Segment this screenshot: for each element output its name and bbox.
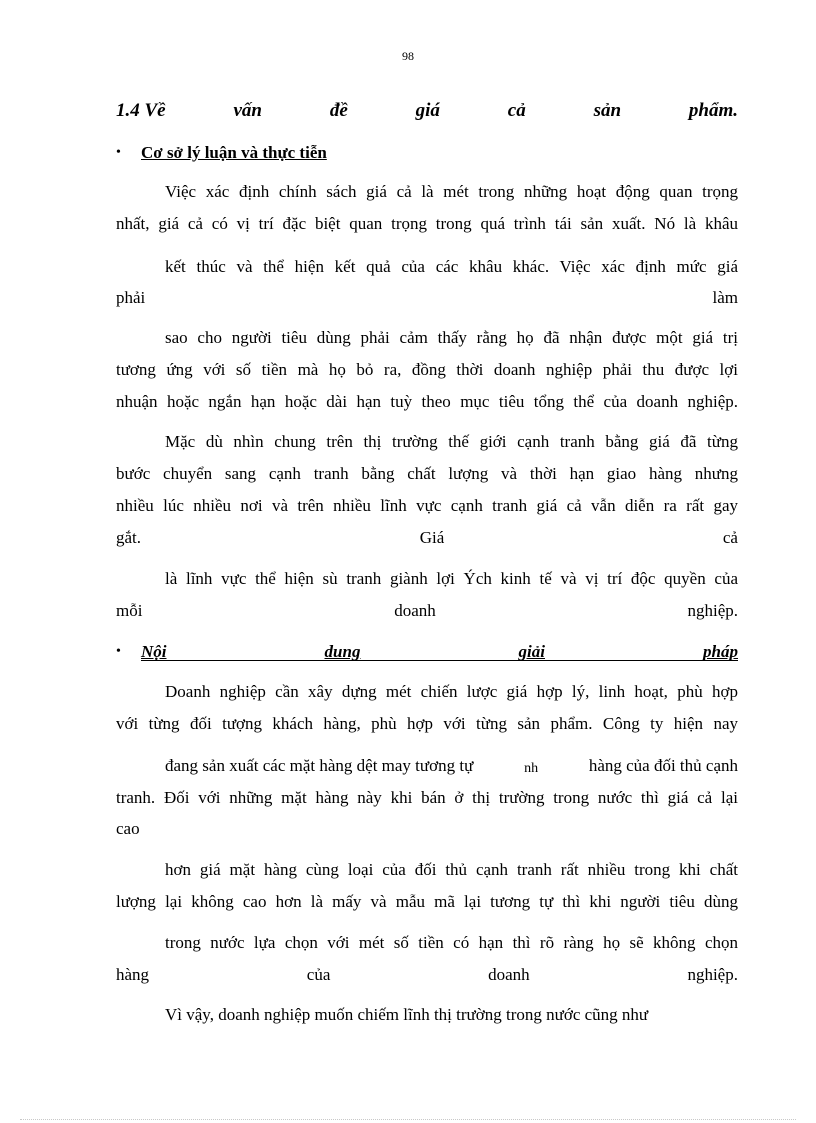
subheading-solution <box>141 642 738 662</box>
line-segment: hàng của đối thủ cạnh <box>588 756 738 775</box>
subheading-basis: Cơ sở lý luận và thực tiễn <box>141 143 327 162</box>
paragraph-line: Vì vậy, doanh nghiệp muốn chiếm lĩnh thị trường trong nước cũng như <box>165 1005 649 1024</box>
paragraph-line: sao cho người tiêu dùng phải cảm thấy rằng họ đã nhận được một giá trị <box>165 328 738 347</box>
paragraph-line: với từng đối tượng khách hàng, phù hợp với từng sản phẩm. Công ty hiện nay <box>116 714 738 733</box>
line-word: nghiệp. <box>687 965 738 984</box>
section-heading <box>116 100 738 122</box>
subheading-word: Nội <box>141 642 167 661</box>
line-segment: đang sản xuất các mặt hàng dệt may tương tự <box>165 756 474 775</box>
heading-word: 1.4 Về <box>116 100 166 121</box>
paragraph-line: Doanh nghiệp cần xây dựng mét chiến lược giá hợp lý, linh hoạt, phù hợp <box>165 682 738 701</box>
paragraph-line: Mặc dù nhìn chung trên thị trường thế giới cạnh tranh bằng giá đã từng <box>165 432 738 451</box>
heading-word: giá <box>415 100 440 121</box>
line-word: cả <box>722 528 738 547</box>
paragraph-line: cao <box>116 819 140 838</box>
line-word: gắt. <box>116 528 142 547</box>
heading-word: cả <box>507 100 526 121</box>
subheading-underline <box>141 660 738 661</box>
line-word: doanh <box>488 965 530 984</box>
paragraph-line: lượng lại không cao hơn là mấy và mẫu mã lại tương tự thì khi người tiêu dùng <box>116 892 738 911</box>
subheading-word: pháp <box>703 642 738 661</box>
line-word: làm <box>712 288 738 307</box>
paragraph-line: nhiều lúc nhiều nơi và trên nhiều lĩnh vực cạnh tranh giá cả vẫn diễn ra rất gay <box>116 496 738 515</box>
paragraph-line: tương ứng với số tiền mà họ bỏ ra, đồng thời doanh nghiệp phải thu được lợi <box>116 360 738 379</box>
line-word: hàng <box>116 965 150 984</box>
line-word: doanh <box>394 601 436 620</box>
heading-word: sản <box>593 100 622 121</box>
heading-word: vấn <box>233 100 262 121</box>
paragraph-line <box>116 527 738 549</box>
page-bottom-rule <box>20 1119 796 1120</box>
paragraph-line <box>165 755 738 777</box>
line-word: nghiệp. <box>687 601 738 620</box>
paragraph-line <box>116 600 738 622</box>
heading-word: phẩm. <box>688 100 738 121</box>
paragraph-line: trong nước lựa chọn với mét số tiền có hạn thì rõ ràng họ sẽ không chọn <box>165 933 738 952</box>
paragraph-line: bước chuyển sang cạnh tranh bằng chất lượng và thời hạn giao hàng nhưng <box>116 464 738 483</box>
paragraph-line: tranh. Đối với những mặt hàng này khi bán ở thị trường trong nước thì giá cả lại <box>116 788 738 807</box>
paragraph-line: nhất, giá cả có vị trí đặc biệt quan trọng trong quá trình tái sản xuất. Nó là khâu <box>116 214 738 233</box>
paragraph-line: nhuận hoặc ngắn hạn hoặc dài hạn tuỳ theo mục tiêu tổng thể của doanh nghiệp. <box>116 392 738 411</box>
line-word: phải <box>116 288 146 307</box>
paragraph-line <box>116 964 738 986</box>
line-word: mỗi <box>116 601 143 620</box>
heading-word: đề <box>329 100 348 121</box>
paragraph-line: Việc xác định chính sách giá cả là mét trong những hoạt động quan trọng <box>165 182 738 201</box>
bullet-icon: • <box>116 145 121 160</box>
line-word: Giá <box>419 528 445 547</box>
subheading-word: dung <box>324 642 361 661</box>
line-word: của <box>306 965 331 984</box>
subheading-word: giải <box>518 642 545 661</box>
paragraph-line: hơn giá mặt hàng cùng loại của đối thủ cạnh tranh rất nhiều trong khi chất <box>165 860 738 879</box>
page-number: 98 <box>402 49 414 63</box>
paragraph-line: là lĩnh vực thể hiện sù tranh giành lợi Ých kinh tế và vị trí độc quyền của <box>165 569 738 588</box>
paragraph-line <box>116 287 738 309</box>
paragraph-line: kết thúc và thể hiện kết quả của các khâu khác. Việc xác định mức giá <box>165 257 738 276</box>
bullet-icon: • <box>116 644 121 659</box>
line-segment: nh <box>524 761 539 776</box>
